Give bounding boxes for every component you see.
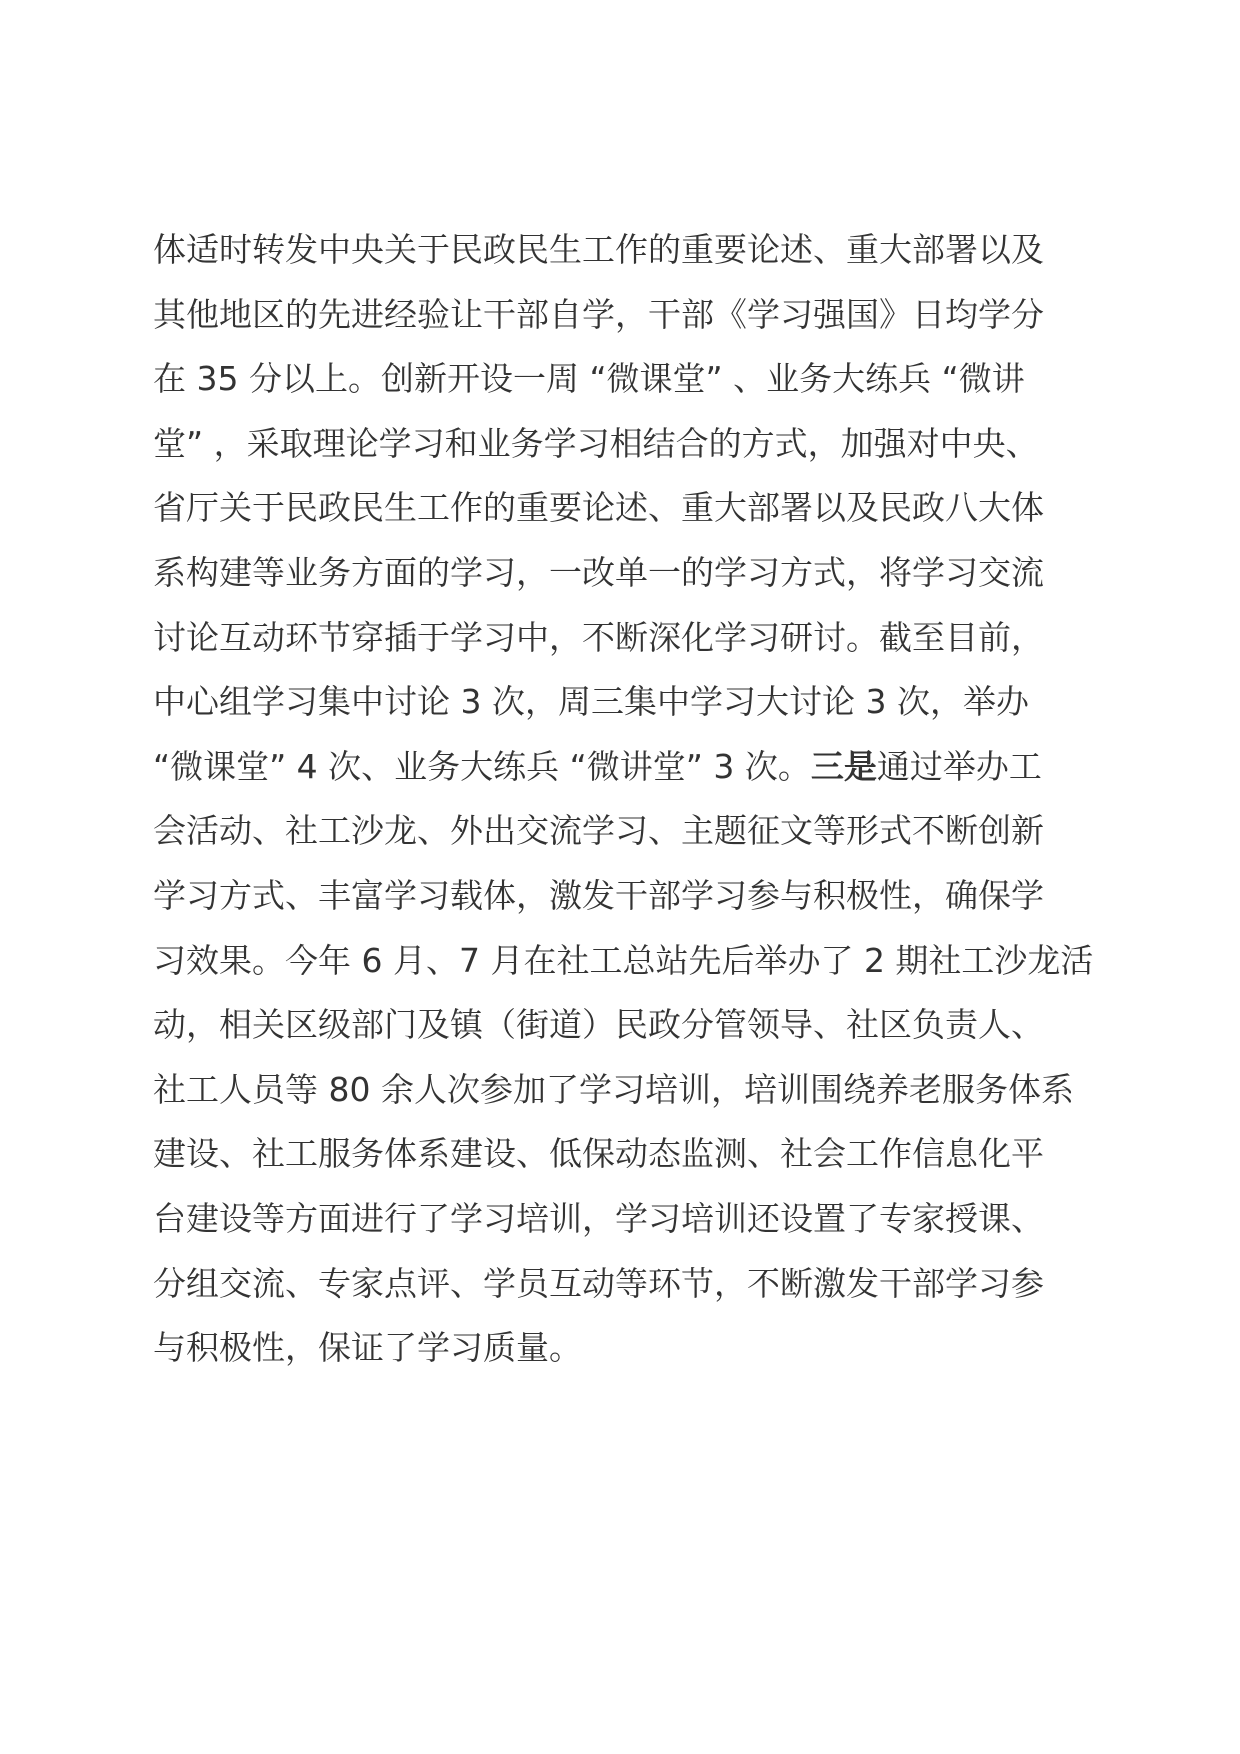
text-run: 习效果。今年 6 月、7 月在社工总站先后举办了 2 期社工沙龙活 (153, 940, 1094, 980)
text-line (153, 1252, 1093, 1317)
text-line (153, 864, 1093, 929)
text-line (153, 476, 1093, 541)
body-paragraph (153, 218, 1093, 1381)
text-run: 会活动、社工沙龙、外出交流学习、主题征文等形式不断创新 (153, 811, 1044, 851)
text-run: 建设、社工服务体系建设、低保动态监测、社会工作信息化平 (153, 1134, 1044, 1174)
text-line (153, 218, 1093, 283)
text-line (153, 993, 1093, 1058)
text-line (153, 1316, 1093, 1381)
text-line (153, 929, 1093, 994)
text-run: 与积极性，保证了学习质量。 (153, 1328, 582, 1368)
text-run: 其他地区的先进经验让干部自学，干部《学习强国》日均学分 (153, 294, 1044, 334)
text-run: 体适时转发中央关于民政民生工作的重要论述、重大部署以及 (153, 230, 1044, 269)
text-run: 通过举办工 (876, 746, 1042, 786)
text-line (153, 670, 1093, 735)
text-run: 中心组学习集中讨论 3 次，周三集中学习大讨论 3 次，举办 (153, 682, 1029, 722)
text-line (153, 1122, 1093, 1187)
text-run: 学习方式、丰富学习载体，激发干部学习参与积极性，确保学 (153, 875, 1044, 915)
text-line (153, 347, 1093, 412)
text-run: 台建设等方面进行了学习培训，学习培训还设置了专家授课、 (153, 1198, 1044, 1238)
text-run: 省厅关于民政民生工作的重要论述、重大部署以及民政八大体 (153, 488, 1044, 528)
text-run: 动，相关区级部门及镇（街道）民政分管领导、社区负责人、 (153, 1005, 1044, 1045)
text-run: “微课堂” 4 次、业务大练兵 “微讲堂” 3 次。 (153, 746, 811, 786)
text-line (153, 1187, 1093, 1252)
text-line (153, 412, 1093, 477)
text-run: 分组交流、专家点评、学员互动等环节，不断激发干部学习参 (153, 1263, 1044, 1303)
text-line (153, 283, 1093, 348)
text-run: 堂” ，采取理论学习和业务学习相结合的方式，加强对中央、 (153, 423, 1039, 463)
emphasis-run: 三是 (810, 746, 877, 786)
text-run: 在 35 分以上。创新开设一周 “微课堂” 、业务大练兵 “微讲 (153, 359, 1025, 399)
text-line (153, 541, 1093, 606)
text-line (153, 735, 1093, 800)
text-run: 社工人员等 80 余人次参加了学习培训，培训围绕养老服务体系 (153, 1069, 1074, 1109)
text-run: 讨论互动环节穿插于学习中，不断深化学习研讨。截至目前， (153, 617, 1044, 657)
text-line (153, 1058, 1093, 1123)
text-line (153, 606, 1093, 671)
text-run: 系构建等业务方面的学习，一改单一的学习方式，将学习交流 (153, 552, 1044, 592)
text-line (153, 799, 1093, 864)
